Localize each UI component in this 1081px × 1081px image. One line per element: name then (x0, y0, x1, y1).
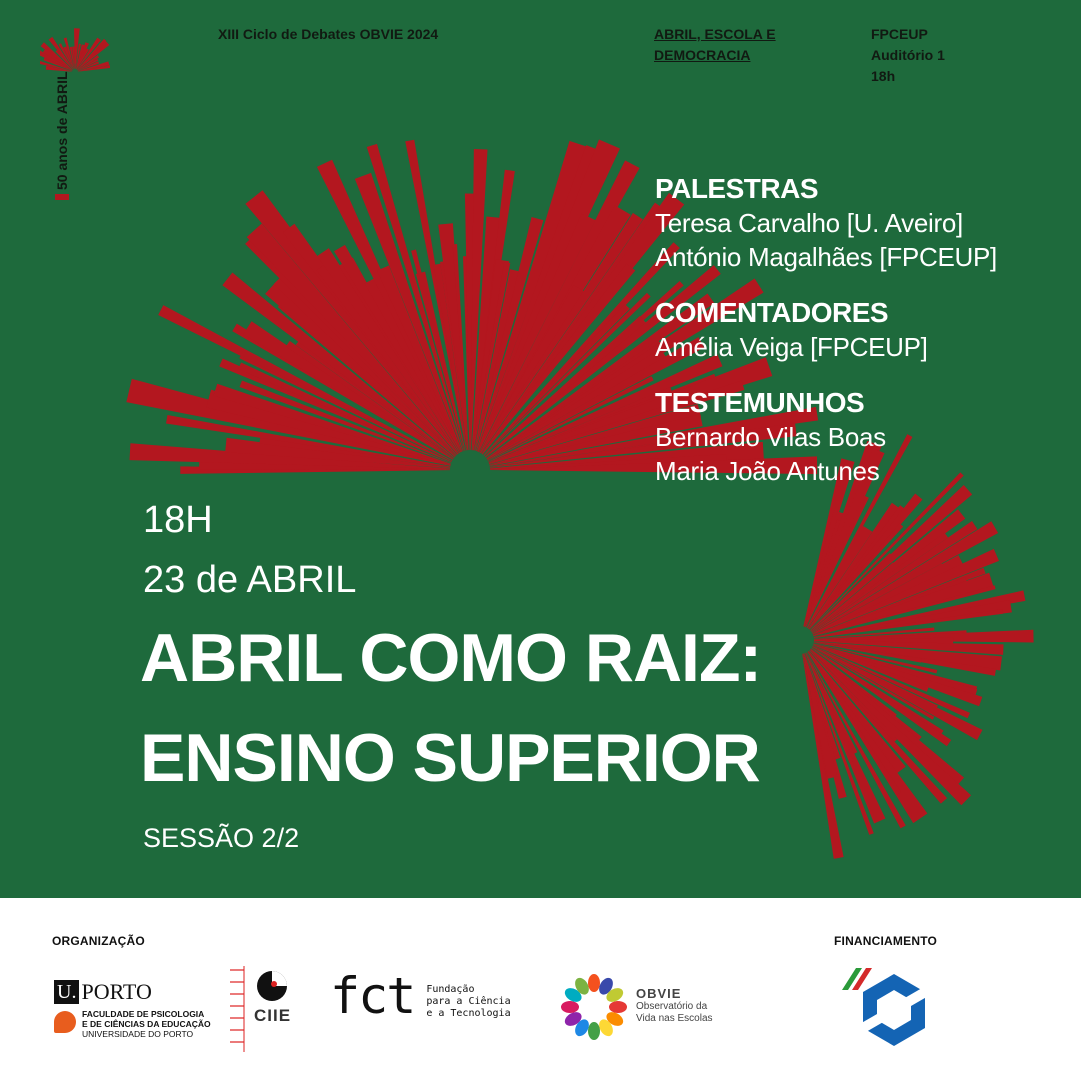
uporto-line-3: UNIVERSIDADE DO PORTO (82, 1029, 194, 1039)
testemunhos-heading: TESTEMUNHOS (655, 387, 865, 418)
venue-line-1: FPCEUP (871, 26, 928, 42)
event-title-line-1: ABRIL COMO RAIZ: (140, 620, 762, 696)
anniversary-badge (54, 71, 70, 200)
badge-bar (55, 194, 69, 200)
theme-line-1: ABRIL, ESCOLA E (654, 26, 776, 42)
cgd-logo[interactable] (836, 960, 936, 1055)
comentadores-heading: COMENTADORES (655, 297, 889, 328)
venue-block (871, 24, 945, 87)
financiamento-label: FINANCIAMENTO (834, 934, 938, 948)
fct-line-3: e a Tecnologia (426, 1008, 511, 1019)
testemunhos-speaker-1: Bernardo Vilas Boas (655, 422, 886, 452)
obvie-logo[interactable] (556, 968, 713, 1051)
obvie-hands-icon (556, 968, 632, 1046)
organizacao-label: ORGANIZAÇÃO (52, 934, 145, 948)
event-time: 18H (143, 499, 213, 541)
cgd-icon (836, 960, 936, 1050)
event-session: SESSÃO 2/2 (143, 823, 300, 853)
testemunhos-speaker-2: Maria João Antunes (655, 456, 880, 486)
fct-line-1: Fundação (426, 984, 475, 995)
cycle-title: XIII Ciclo de Debates OBVIE 2024 (218, 26, 439, 42)
event-title-line-2: ENSINO SUPERIOR (140, 720, 760, 796)
ciie-logo[interactable] (230, 966, 300, 1052)
obvie-name: OBVIE (636, 986, 682, 1001)
comentadores-speaker-1: Amélia Veiga [FPCEUP] (655, 332, 928, 362)
uporto-name: PORTO (81, 979, 152, 1004)
fct-logo[interactable] (330, 967, 511, 1025)
speakers-block (655, 172, 997, 488)
venue-line-3: 18h (871, 68, 896, 84)
event-date: 23 de ABRIL (143, 559, 357, 601)
palestras-heading: PALESTRAS (655, 173, 818, 204)
badge-text: 50 anos de ABRIL (54, 71, 70, 190)
palestras-speaker-1: Teresa Carvalho [U. Aveiro] (655, 208, 963, 238)
palestras-speaker-2: António Magalhães [FPCEUP] (655, 242, 997, 272)
ciie-name: CIIE (254, 1006, 292, 1025)
theme-line-2: DEMOCRACIA (654, 47, 751, 63)
fct-line-2: para a Ciência (426, 996, 511, 1007)
uporto-line-2: E DE CIÊNCIAS DA EDUCAÇÃO (82, 1019, 211, 1029)
obvie-line-2: Vida nas Escolas (636, 1013, 713, 1024)
fpce-icon (54, 1011, 76, 1033)
uporto-mark: U. (54, 980, 79, 1004)
theme-block (654, 24, 776, 66)
uporto-line-1: FACULDADE DE PSICOLOGIA (82, 1009, 205, 1019)
uporto-logo[interactable] (54, 980, 211, 1039)
obvie-line-1: Observatório da (636, 1001, 708, 1012)
fct-mark: fct (330, 967, 415, 1025)
carnation-logo-icon (40, 22, 110, 82)
footer (0, 898, 1081, 1081)
venue-line-2: Auditório 1 (871, 47, 945, 63)
